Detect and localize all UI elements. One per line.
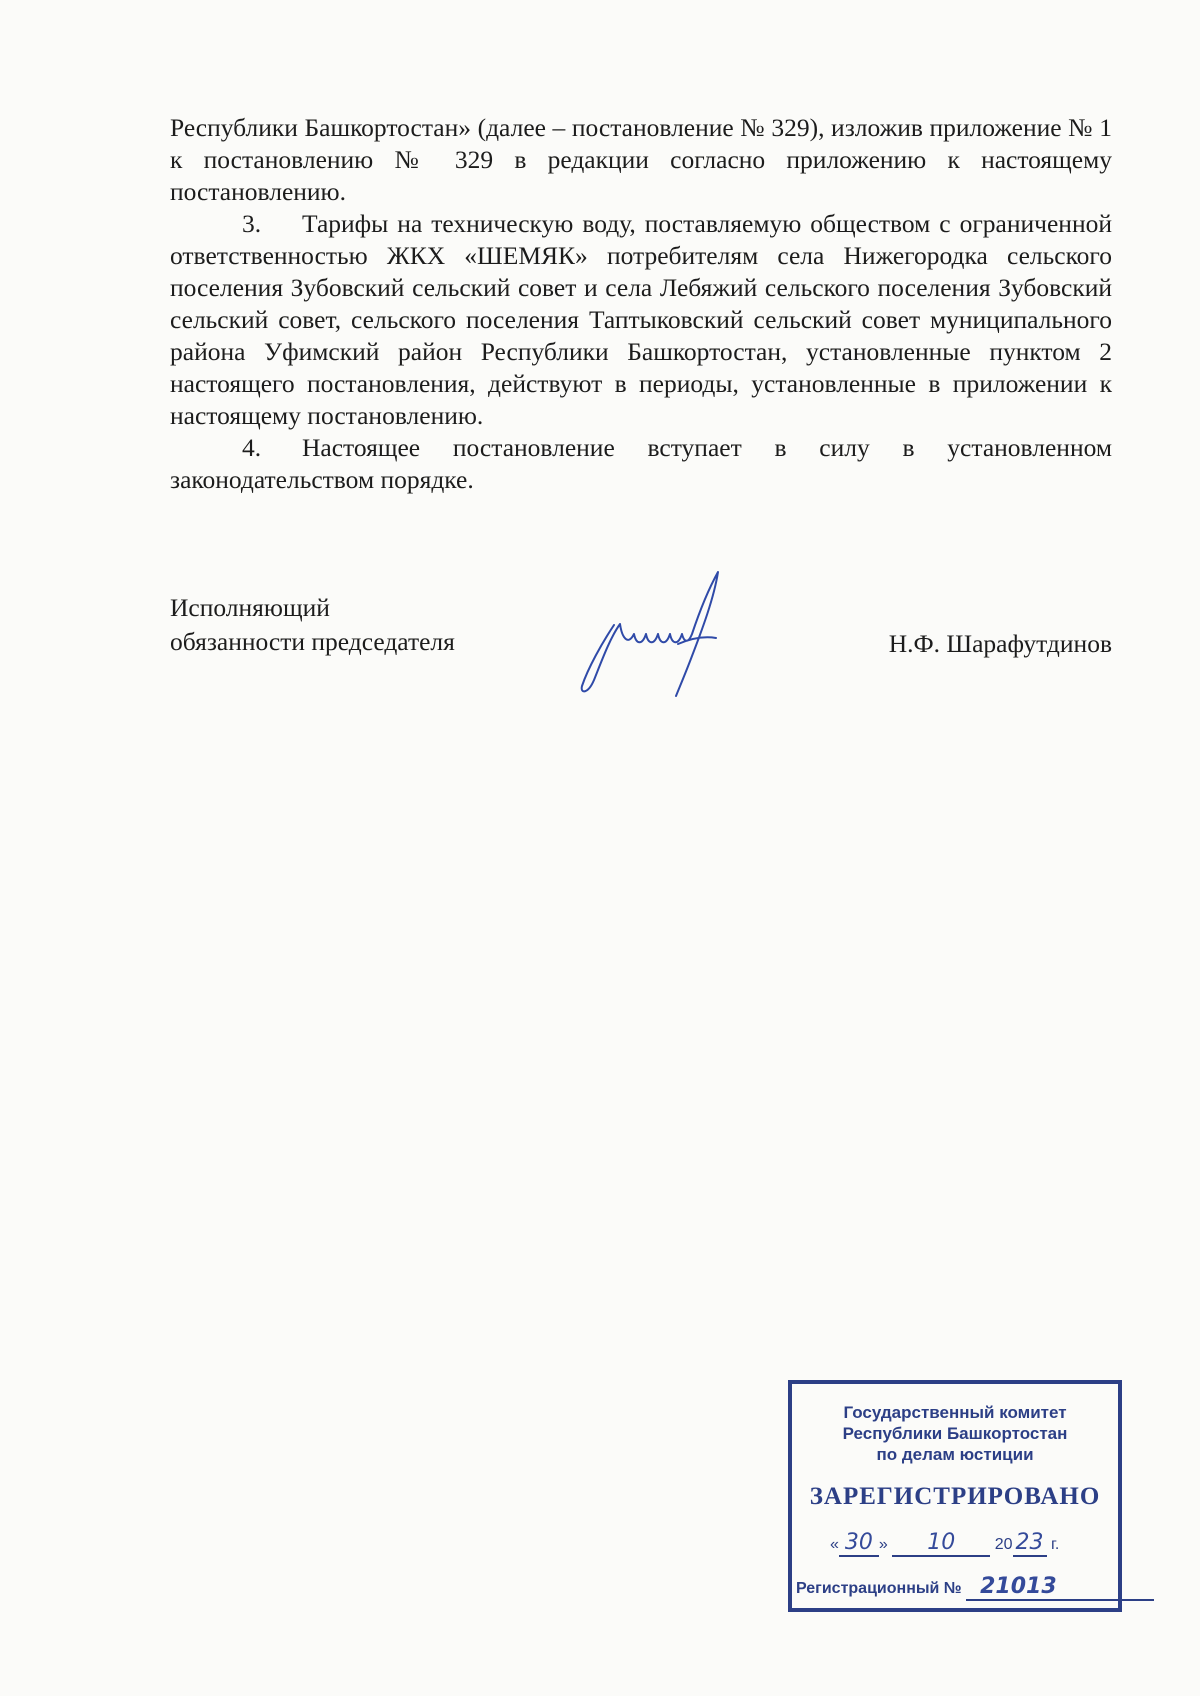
document-body <box>170 112 1112 496</box>
date-year-mark: г. <box>1050 1536 1060 1553</box>
position-line-1: Исполняющий <box>170 593 330 622</box>
date-month: 10 <box>892 1530 990 1557</box>
signatory-name: Н.Ф. Шарафутдинов <box>888 629 1112 658</box>
paragraph-3 <box>170 208 1112 432</box>
registration-label: Регистрационный № <box>796 1580 962 1597</box>
stamp-org-line-1: Государственный комитет <box>843 1403 1067 1422</box>
stamp-org-line-2: Республики Башкортостан <box>842 1424 1068 1443</box>
handwritten-signature <box>580 568 730 698</box>
date-open-quote: « <box>830 1536 839 1553</box>
date-year-prefix: 20 <box>994 1536 1013 1553</box>
stamp-date <box>830 1530 1059 1557</box>
registration-stamp <box>788 1380 1122 1612</box>
paragraph-continuation: Республики Башкортостан» (далее – постановление № 329), изложив приложение № 1 к постановлению № 329 в редакции согласно приложению к настоящему постановлению. <box>170 113 1112 206</box>
stamp-organization <box>792 1402 1118 1465</box>
paragraph-4-number: 4. <box>242 433 262 462</box>
paragraph-3-text: Тарифы на техническую воду, поставляемую обществом с ограниченной ответственностью ЖКХ «ШЕМЯК» потребителям села Нижегородка сельского поселения Зубовский сельский совет и села Лебяжий сельского поселения Зубовский сельский совет, сельского поселения Таптыковский сельский совет муниципального района Уфимский район Республики Башкортостан, установленные пунктом 2 настоящего постановления, действуют в периоды, установленные в приложении к настоящему постановлению. <box>170 209 1112 430</box>
paragraph-3-number: 3. <box>242 209 262 238</box>
stamp-registration <box>796 1574 1154 1601</box>
paragraph-4-text: Настоящее постановление вступает в силу в установленном законодательством порядке. <box>170 433 1112 494</box>
position-line-2: обязанности председателя <box>170 627 455 656</box>
paragraph-4 <box>170 432 1112 496</box>
stamp-title: ЗАРЕГИСТРИРОВАНО <box>809 1483 1101 1510</box>
date-close-quote: » <box>878 1536 888 1553</box>
date-day: 30 <box>839 1530 879 1557</box>
date-year-suffix: 23 <box>1013 1530 1047 1557</box>
stamp-org-line-3: по делам юстиции <box>876 1445 1034 1464</box>
signatory-position <box>170 591 455 659</box>
registration-number: 21013 <box>966 1574 1154 1601</box>
